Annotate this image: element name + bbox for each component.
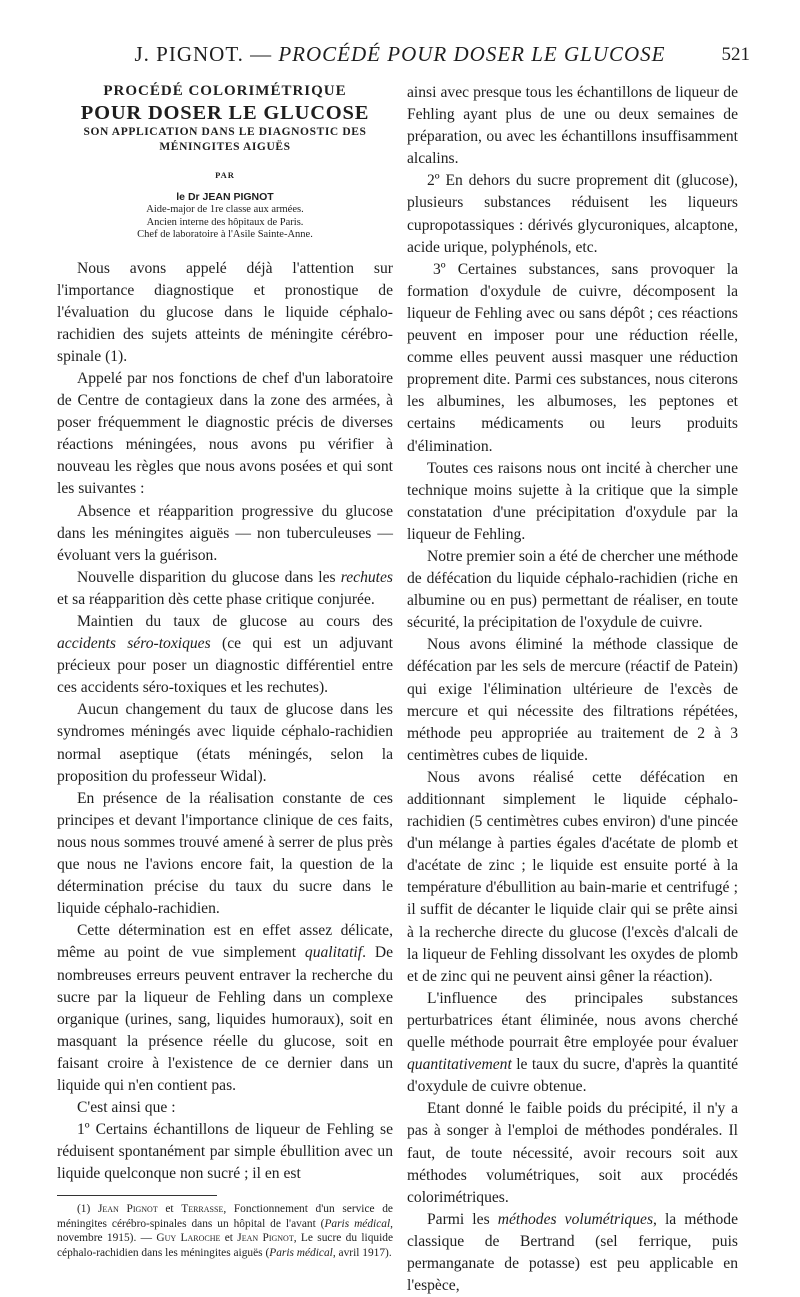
text-run: Nous avons réalisé cette défécation en additionnant simplement le liquide céphalo-rachidien (5 centimètres cubes environ) d'une pincée d'un mélange à parties égales d'acétate de plomb et d'acétate de zinc ; le liquide est ensuite porté à la température d'ébullition au bain-marie et centrifugé ; il suffit de décanter le liquide clair qui se prête ainsi à la recherche directe du glucose (l'excès d'alcali de la liqueur de Fehling dissolvant les oxydes de plomb et de zinc qui ne peuvent ainsi gêner la réaction). [407, 768, 738, 985]
body-paragraph [57, 788, 393, 921]
article-subtitle: SON APPLICATION DANS LE DIAGNOSTIC DES MÉNINGITES AIGUËS [83, 126, 367, 153]
text-run: En présence de la réalisation constante de ces principes et devant l'importance clinique de ces faits, nous nous sommes trouvé amené à serrer de plus près que nous ne l'avions encore fait, la question de la détermination précise du taux du sucre dans le liquide céphalo-rachidien. [57, 789, 393, 918]
text-run: Notre premier soin a été de chercher une méthode de défécation du liquide céphalo-rachidien (riche en albumine ou en pus) permettant de réaliser, en toute sécurité, la précipitation de l'oxydule de cuivre. [407, 547, 738, 632]
running-title-italic: PROCÉDÉ POUR DOSER LE GLUCOSE [278, 42, 666, 66]
body-paragraph [407, 458, 738, 546]
text-run: Maintien du taux de glucose au cours des [77, 613, 393, 630]
body-paragraph [57, 368, 393, 501]
text-run: ainsi avec presque tous les échantillons de liqueur de Fehling ayant plus de une ou deux semaines de préparation, ou avec les échantillons insuffisamment alcalins. [407, 84, 738, 168]
text-run: Absence et réapparition progressive du glucose dans les méningites aiguës — non tuberculeuses — évoluant vers la guérison. [57, 502, 393, 564]
footnote-author: Jean Pignot [237, 1232, 294, 1245]
body-paragraph [57, 1119, 393, 1185]
body-paragraph [407, 259, 738, 458]
body-paragraph [407, 634, 738, 767]
page-number: 521 [721, 44, 750, 65]
author-name: le Dr JEAN PIGNOT [176, 191, 274, 203]
body-paragraph [57, 567, 393, 611]
text-run: Etant donné le faible poids du précipité, il n'y a pas à songer à l'emploi de méthodes pondérales. Il faut, de toute nécessité, avoir recours soit aux méthodes volumétriques, soit aux procédés colorimétriques. [407, 1100, 738, 1206]
text-run: Nous avons appelé déjà l'attention sur l'importance diagnostique et pronostique de l'évaluation du glucose dans le liquide céphalo-rachidien des sujets atteints de méningite cérébro-spinale (1). [57, 259, 393, 365]
right-column [407, 82, 738, 1297]
footnote-rule [57, 1195, 217, 1196]
footnote-author: Jean Pignot [97, 1203, 158, 1216]
text-run: L'influence des principales substances perturbatrices étant éliminée, nous avons cherché quelle méthode pourrait être employée pour évaluer [407, 989, 738, 1052]
body-paragraph [407, 546, 738, 634]
italic-text: rechutes [340, 568, 393, 586]
footnote-text: (1) [77, 1203, 98, 1216]
left-body-text [57, 258, 393, 1186]
text-run: , la méthode classique de Bertrand (sel ferrique, puis permanganate de potasse) est peu applicable en l'espèce, [407, 1210, 738, 1295]
article-kicker: PROCÉDÉ COLORIMÉTRIQUE [103, 83, 347, 99]
footnote-text: , Le sucre du liquide céphalo-rachidien dans les méningites aiguës ( [57, 1232, 394, 1259]
italic-text: méthodes volumétriques [497, 1210, 654, 1228]
text-run: 1º Certains échantillons de liqueur de Fehling se réduisent spontanément par simple ébullition avec un liquide quelconque non sucré ; il en est [57, 1121, 393, 1183]
article-title: POUR DOSER LE GLUCOSE [80, 102, 370, 124]
text-run: 2º En dehors du sucre proprement dit (glucose), plusieurs substances réduisent les liqueurs cupropotassiques : dérivés glycuroniques, alcaptone, acide urique, polyphénols, etc. [407, 172, 738, 256]
affiliation-line: Chef de laboratoire à l'Asile Sainte-Anne. [137, 229, 313, 240]
body-paragraph [57, 920, 393, 1097]
body-paragraph [57, 1097, 393, 1119]
footnote-text: et [157, 1203, 182, 1216]
footnote-text: , avril 1917). [332, 1246, 392, 1259]
body-paragraph [407, 82, 738, 170]
text-run: Toutes ces raisons nous ont incité à chercher une technique moins sujette à la critique que la simple constatation d'une précipitation d'oxydule par la liqueur de Fehling. [407, 459, 738, 543]
footnote-text: , Fonctionnement d'un service de méningites cérébro-spinales dans un hôpital de l'avant ( [57, 1203, 393, 1230]
footnote-italic: Paris médical [269, 1246, 333, 1259]
body-paragraph [407, 1098, 738, 1208]
text-run: Parmi les [427, 1210, 498, 1228]
body-paragraph [57, 699, 393, 787]
text-run: Cette détermination est en effet assez délicate, même au point de vue simplement [57, 922, 393, 962]
right-body-text [407, 82, 738, 1297]
text-run: Nouvelle disparition du glucose dans les [77, 568, 341, 586]
body-paragraph [57, 258, 393, 368]
affiliation-line: Aide-major de 1re classe aux armées. [146, 204, 304, 215]
footnote [57, 1202, 393, 1260]
text-run: (ce qui est un adjuvant précieux pour poser un diagnostic différentiel entre ces accidents séro-toxiques et les rechutes). [57, 635, 393, 697]
text-run: . De nombreuses erreurs peuvent entraver la recherche du sucre par la liqueur de Fehling dans un complexe organique (urines, sang, liquides humoraux), soit en masquant la présence réelle du glucose, soit en faisant croire à l'existence de ce dernier dans un liquide qui n'en contient pas. [57, 944, 393, 1094]
italic-text: quantitativement [407, 1056, 512, 1074]
body-paragraph [57, 501, 393, 567]
body-paragraph [407, 170, 738, 258]
footnote-text: et [220, 1232, 238, 1245]
affiliation-line: Ancien interne des hôpitaux de Paris. [146, 216, 304, 228]
italic-text: qualitatif [304, 944, 363, 962]
text-run: Nous avons éliminé la méthode classique de défécation par les sels de mercure (réactif de Patein) qui exige l'élimination ultérieure de l'excès de mercure et qui nécessite des filtrations répétées, méthode peu appropriée au traitement de 2 à 3 centimètres cubes de liquide. [407, 636, 738, 764]
text-run: Appelé par nos fonctions de chef d'un laboratoire de Centre de contagieux dans la zone des armées, à poser fréquemment le diagnostic précis de diverses réactions méningées, nous avons pu vérifier à nouveau les règles que nous avons posées et qui sont les suivantes : [57, 369, 393, 498]
text-run: C'est ainsi que : [77, 1099, 176, 1117]
body-paragraph [407, 988, 738, 1098]
left-column [57, 82, 393, 1260]
footnote-italic: Paris médical [324, 1217, 391, 1230]
footnote-text: , novembre 1915). — [57, 1217, 393, 1245]
running-author: J. PIGNOT. [134, 42, 244, 66]
byline-par: PAR [215, 170, 235, 180]
text-run: 3º Certaines substances, sans provoquer la formation d'oxydule de cuivre, décomposent la liqueur de Fehling avec ou sans dépôt ; ces réactions peuvent en imposer pour une réduction réelle, comme elles peuvent aussi masquer une réduction proprement dite. Parmi ces substances, nous citerons les albumines, les albumoses, les peptones et certains médicaments ou leurs produits d'élimination. [407, 260, 738, 455]
footnote-author: Guy Laroche [156, 1232, 221, 1245]
running-header [60, 42, 750, 72]
body-paragraph [407, 767, 738, 988]
text-run: Aucun changement du taux de glucose dans les syndromes méningés avec liquide céphalo-rachidien normal aseptique (états méningés, selon la proposition du professeur Widal). [57, 701, 393, 785]
body-paragraph [407, 1209, 738, 1297]
text-run: le taux du sucre, d'après la quantité d'oxydule de cuivre obtenue. [407, 1056, 738, 1096]
italic-text: accidents séro-toxiques [57, 635, 211, 653]
body-paragraph [57, 611, 393, 699]
text-run: et sa réapparition dès cette phase critique conjurée. [57, 590, 375, 608]
footnote-author: Terrasse [181, 1203, 224, 1216]
running-dash: — [243, 42, 279, 66]
running-title [120, 42, 680, 67]
title-block [57, 82, 393, 242]
